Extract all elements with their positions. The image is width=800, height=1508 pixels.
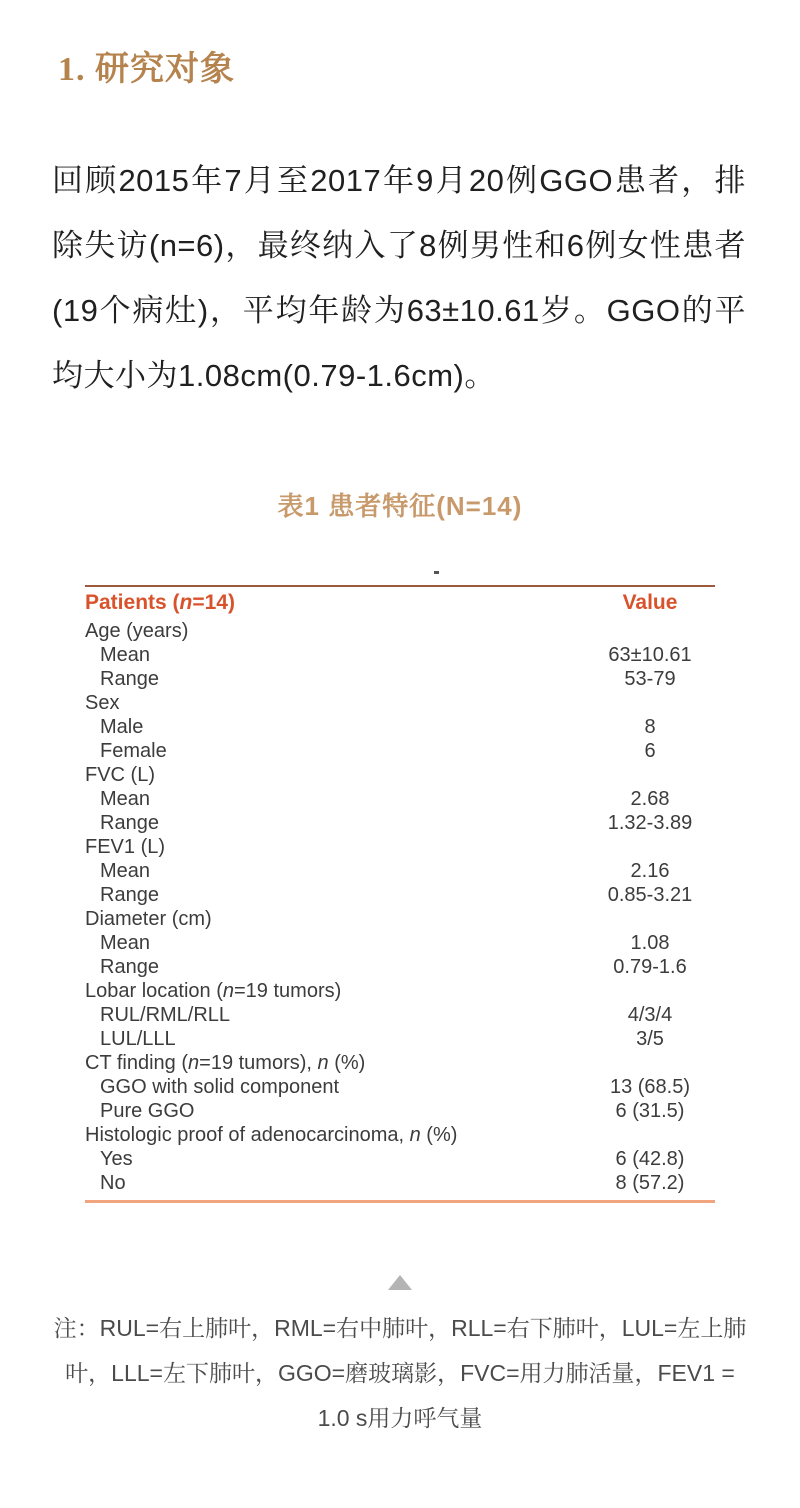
row-label: Mean [100,859,151,882]
table-row [85,1003,715,1027]
row-label: Sex [85,691,120,714]
row-label: FEV1 (L) [85,835,166,858]
row-value: 0.79-1.6 [613,955,687,978]
table-row [85,835,715,859]
table-row [85,619,715,643]
row-label: Diameter (cm) [85,907,212,930]
row-label: Range [100,883,159,906]
row-label: LUL/LLL [100,1027,176,1050]
table-row [85,1075,715,1099]
row-value: 1.08 [630,931,670,954]
row-label: Range [100,811,159,834]
row-label: Male [100,715,144,738]
row-value: 1.32-3.89 [607,811,693,834]
row-value: 0.85-3.21 [607,883,693,906]
row-value: 8 (57.2) [615,1171,685,1194]
table-row [85,1123,715,1147]
table-row [85,643,715,667]
table-row [85,787,715,811]
table-row [85,715,715,739]
row-value: 13 (68.5) [609,1075,691,1098]
row-label: Age (years) [85,619,189,642]
table-header-value: Value [622,591,678,614]
row-value: 4/3/4 [627,1003,673,1026]
row-label: Lobar location (n=19 tumors) [85,979,342,1002]
table-row [85,811,715,835]
row-value: 3/5 [636,1027,664,1050]
table-row [85,763,715,787]
table-row [85,691,715,715]
table-row [85,1027,715,1051]
table-row [85,979,715,1003]
table-row [85,1099,715,1123]
row-value: 8 [644,715,656,738]
table-row [85,1147,715,1171]
row-label: Mean [100,787,151,810]
row-label: Female [100,739,167,762]
table-header-patients: Patients (n=14) [85,591,235,614]
table-header-row [85,587,715,619]
table-row [85,931,715,955]
row-label: FVC (L) [85,763,155,786]
up-triangle-icon [388,1275,412,1290]
row-label: Range [100,667,159,690]
intro-paragraph: 回顾2015年7月至2017年9月20例GGO患者，排除失访(n=6)，最终纳入了8例男性和6例女性患者(19个病灶)，平均年龄为63±10.61岁。GGO的平均大小为1.08cm(0.79-1.6cm)。 [52,163,746,393]
row-label: Mean [100,931,151,954]
table-row [85,1051,715,1075]
row-value: 6 (31.5) [615,1099,685,1122]
row-label: Pure GGO [100,1099,195,1122]
row-label: CT finding (n=19 tumors), n (%) [85,1051,366,1074]
row-value: 6 [644,739,656,762]
table-row [85,883,715,907]
row-label: RUL/RML/RLL [100,1003,231,1026]
row-label: Range [100,955,159,978]
table-row [85,955,715,979]
table-caption: 表1 患者特征(N=14) [277,491,523,521]
table-row [85,907,715,931]
row-label: Histologic proof of adenocarcinoma, n (%) [85,1123,458,1146]
row-value: 63±10.61 [608,643,692,666]
section-heading: 1. 研究对象 [58,51,235,88]
table-row [85,859,715,883]
table-body [85,619,715,1195]
scroll-top-button[interactable] [388,1275,412,1290]
row-value: 6 (42.8) [615,1147,685,1170]
table-row [85,1171,715,1195]
row-value: 2.68 [630,787,670,810]
dot-marker [434,571,439,574]
table-row [85,739,715,763]
row-label: Mean [100,643,151,666]
patient-table [85,585,715,1203]
row-label: GGO with solid component [100,1075,339,1098]
row-label: Yes [100,1147,133,1170]
row-label: No [100,1171,126,1194]
patient-table-inner [85,585,715,1203]
row-value: 2.16 [630,859,670,882]
row-value: 53-79 [624,667,676,690]
table-row [85,667,715,691]
table-footnote: 注：RUL=右上肺叶，RML=右中肺叶，RLL=右下肺叶，LUL=左上肺叶，LLL=左下肺叶，GGO=磨玻璃影，FVC=用力肺活量，FEV1 = 1.0 s用力呼气量 [53,1315,747,1431]
